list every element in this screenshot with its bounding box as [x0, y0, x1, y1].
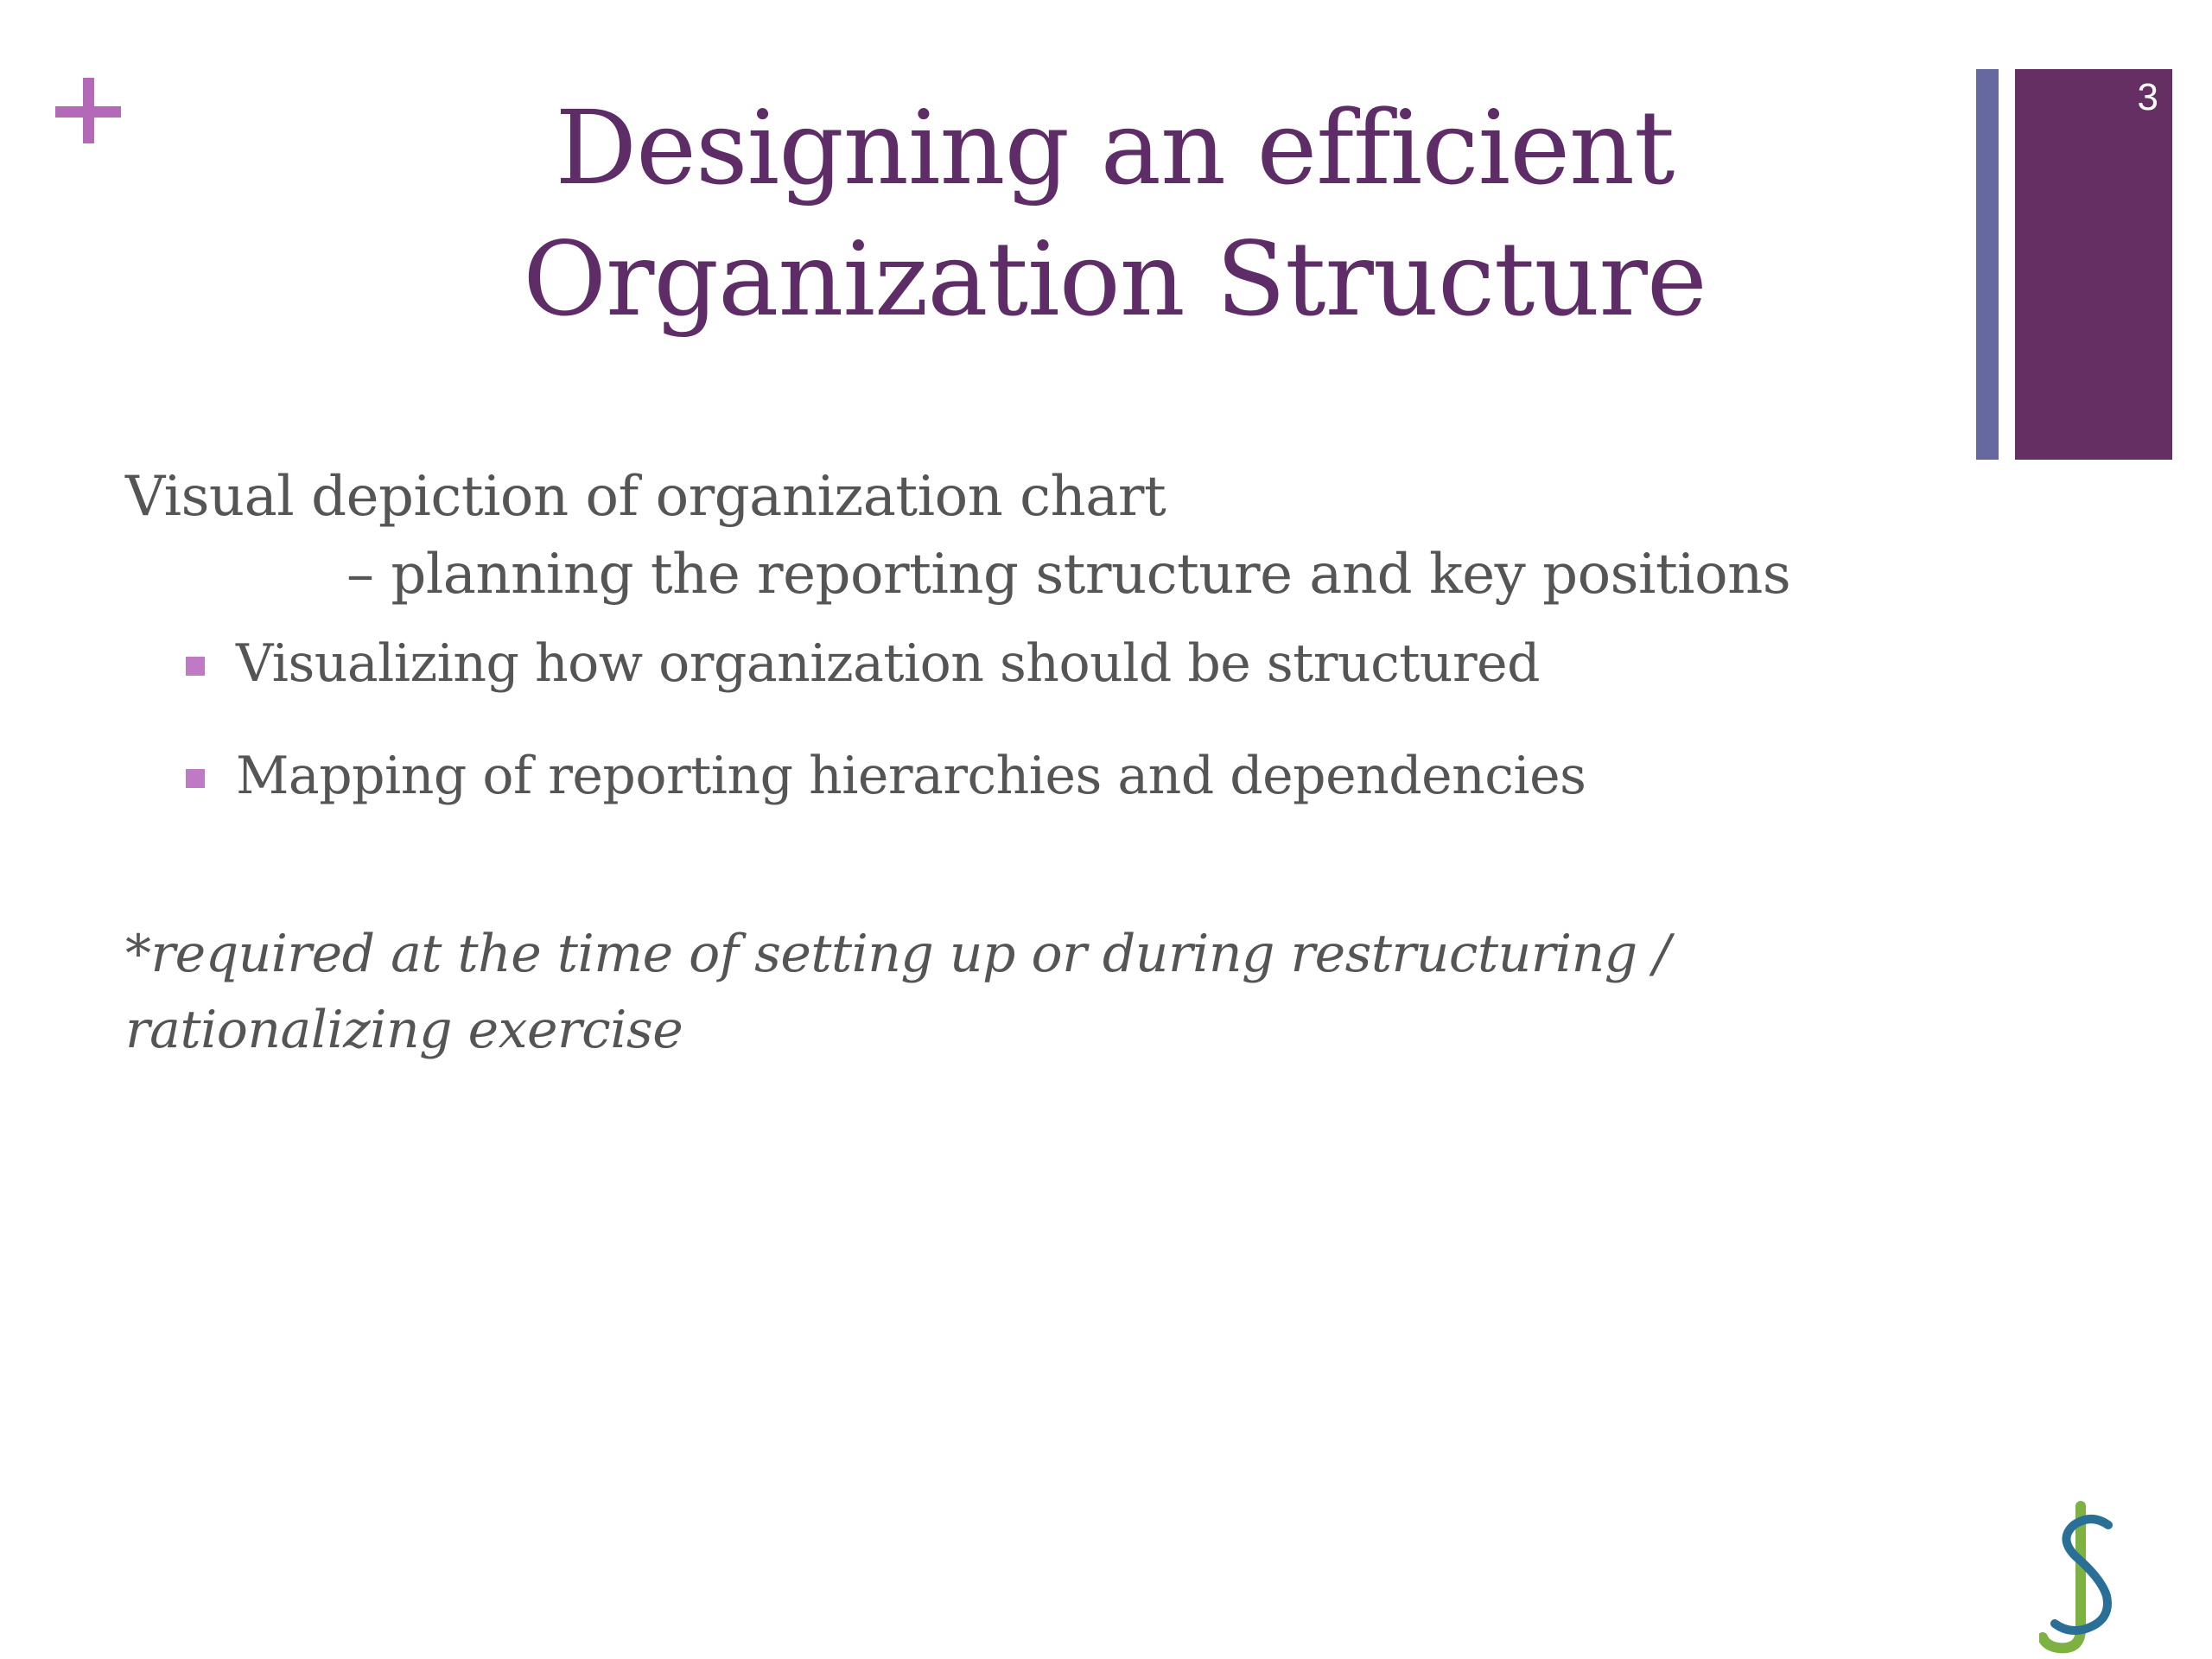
slide-title [432, 82, 1797, 345]
square-bullet-icon [186, 657, 205, 676]
bullet-list [125, 622, 2026, 817]
js-logo-icon [2039, 1499, 2134, 1655]
accent-bar-thick [2015, 69, 2172, 460]
slide-body [125, 458, 2026, 847]
intro-line-1: Visual depiction of organization chart [125, 465, 1166, 529]
footnote-line-1: *required at the time of setting up or during restructuring / [125, 924, 1670, 984]
intro-line-2: – planning the reporting structure and key positions [346, 543, 1791, 607]
accent-bar-thin [1976, 69, 1999, 460]
square-bullet-icon [186, 769, 205, 788]
slide-number: 3 [2137, 76, 2158, 118]
list-item [125, 622, 2026, 705]
list-item [125, 734, 2026, 817]
bullet-text: Mapping of reporting hierarchies and dependencies [236, 746, 1586, 806]
slide-title-line-1: Designing an efficient [555, 88, 1675, 207]
footnote-line-2: rationalizing exercise [125, 1000, 683, 1060]
footnote [125, 916, 1940, 1068]
slide-title-line-2: Organization Structure [523, 219, 1707, 339]
plus-icon [55, 78, 124, 147]
bullet-text: Visualizing how organization should be structured [236, 633, 1541, 694]
